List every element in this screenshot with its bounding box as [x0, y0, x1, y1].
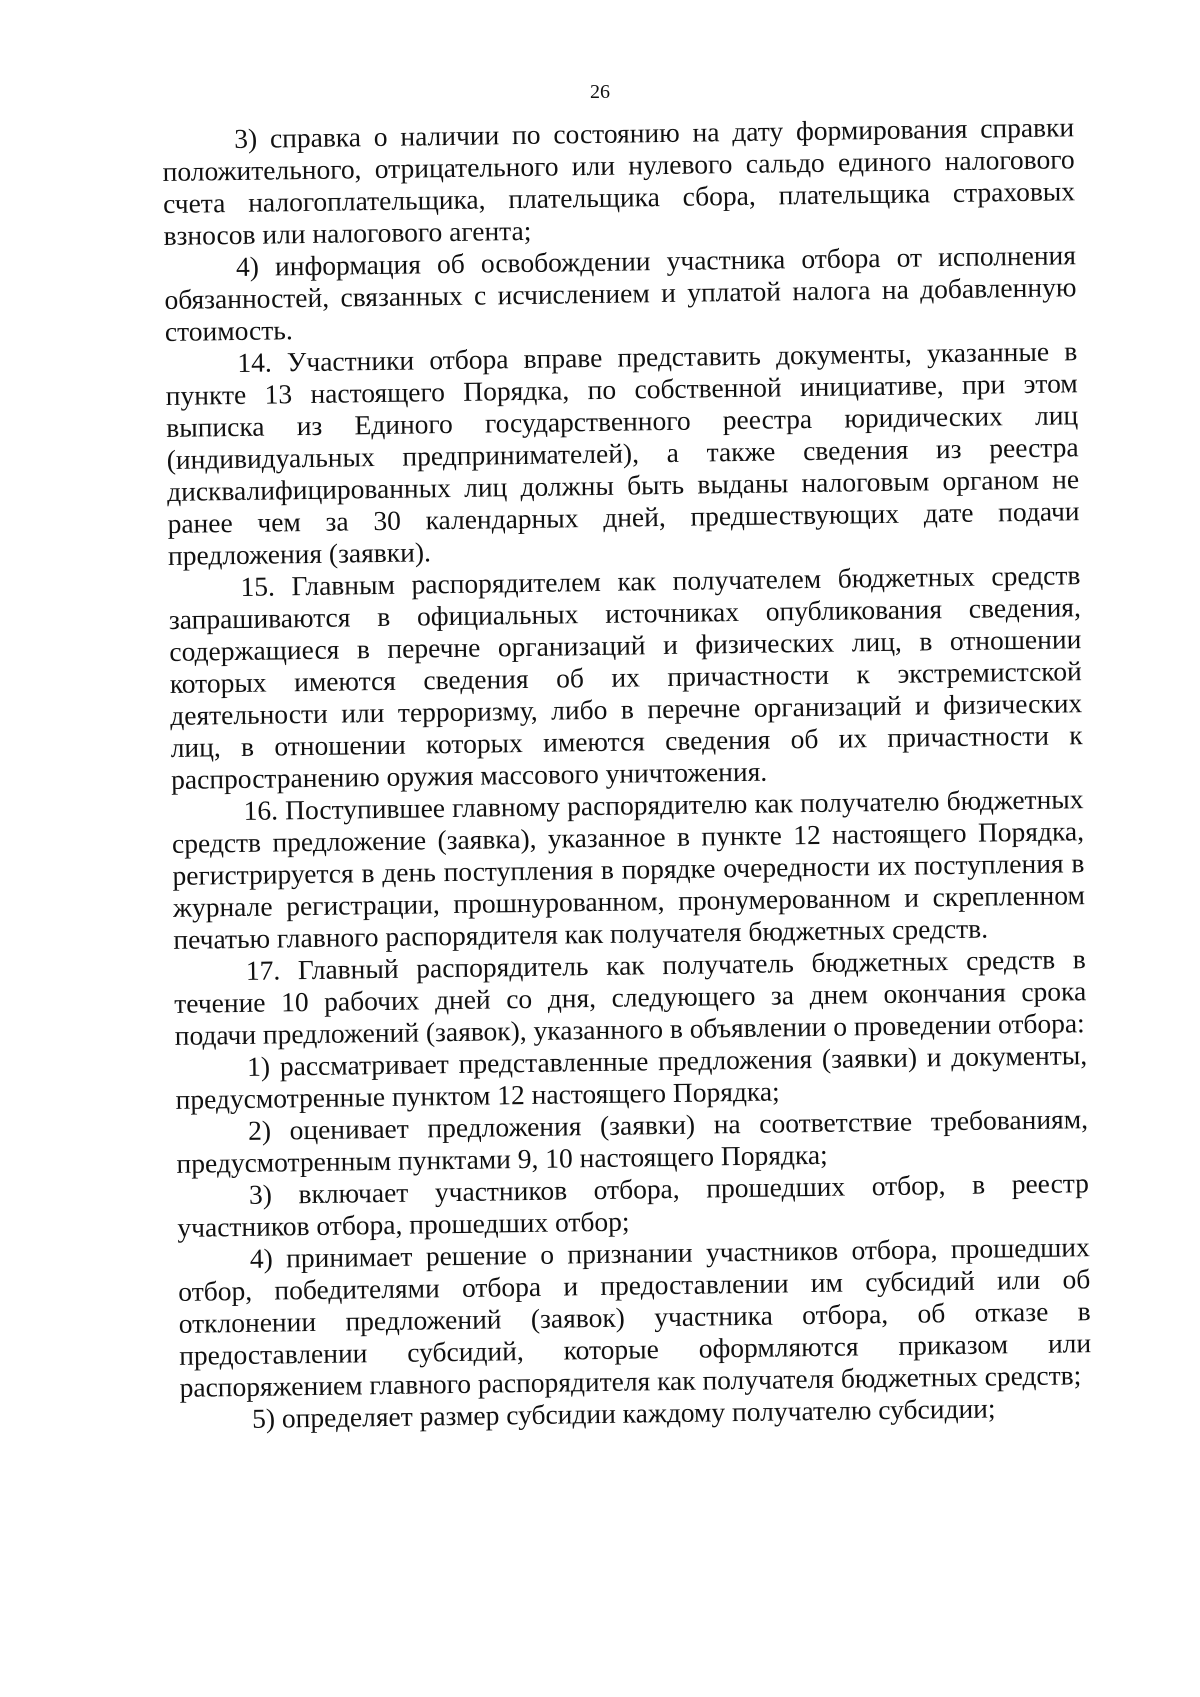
document-body: [162, 111, 1092, 1436]
paragraph-clause-17: 17. Главный распорядитель как получатель бюджетных средств в течение 10 рабочих дней со дня, следующего за днем окончания срока подачи предложений (заявок), указанного в объявлении о проведении отбора:: [174, 943, 1087, 1051]
paragraph-clause-16: 16. Поступившее главному распорядителю как получателю бюджетных средств предложение (заявка), указанное в пункте 12 настоящего Порядка, регистрируется в день поступления в порядке очередности их поступления в журнале регистрации, прошнурованном, пронумерованном и скрепленном печатью главного распорядителя как получателя бюджетных средств.: [171, 783, 1086, 955]
paragraph-clause-15: 15. Главным распорядителем как получателем бюджетных средств запрашиваются в официальных источниках опубликования сведения, содержащиеся в перечне организаций и физических лиц, в отношении которых имеются сведения об их причастности к экстремистской деятельности или терроризму, либо в перечне организаций и физических лиц, в отношении которых имеются сведения об их причастности к распространению оружия массового уничтожения.: [168, 559, 1083, 795]
paragraph-item-3-certificate: 3) справка о наличии по состоянию на дату формирования справки положительного, отрицательного или нулевого сальдо единого налогового счета налогоплательщика, плательщика сбора, плательщика страховых взносов или налогового агента;: [162, 111, 1076, 251]
paragraph-subitem-3: 3) включает участников отбора, прошедших отбор, в реестр участников отбора, прошедших отбор;: [177, 1167, 1090, 1243]
paragraph-item-4-vat-exemption: 4) информация об освобождении участника отбора от исполнения обязанностей, связанных с исчислением и уплатой налога на добавленную стоимость.: [164, 239, 1077, 347]
paragraph-subitem-4: 4) принимает решение о признании участников отбора, прошедших отбор, победителями отбора и предоставлении им субсидий или об отклонении предложений (заявок) участника отбора, об отказе в предоставлении субсидий, которые оформляются приказом или распоряжением главного распорядителя как получателя бюджетных средств;: [178, 1231, 1092, 1403]
paragraph-clause-14: 14. Участники отбора вправе представить документы, указанные в пункте 13 настоящего Порядка, по собственной инициативе, при этом выписка из Единого государственного реестра юридических лиц (индивидуальных предпринимателей), а также сведения из реестра дисквалифицированных лиц должны быть выданы налоговым органом не ранее чем за 30 календарных дней, предшествующих дате подачи предложения (заявки).: [165, 335, 1080, 571]
paragraph-subitem-5: 5) определяет размер субсидии каждому получателю субсидии;: [251, 1392, 996, 1434]
page-number: 26: [590, 81, 610, 103]
paragraph-subitem-2: 2) оценивает предложения (заявки) на соответствие требованиям, предусмотренным пунктами 9, 10 настоящего Порядка;: [176, 1103, 1089, 1179]
paragraph-subitem-1: 1) рассматривает представленные предложения (заявки) и документы, предусмотренные пунктом 12 настоящего Порядка;: [175, 1039, 1088, 1115]
